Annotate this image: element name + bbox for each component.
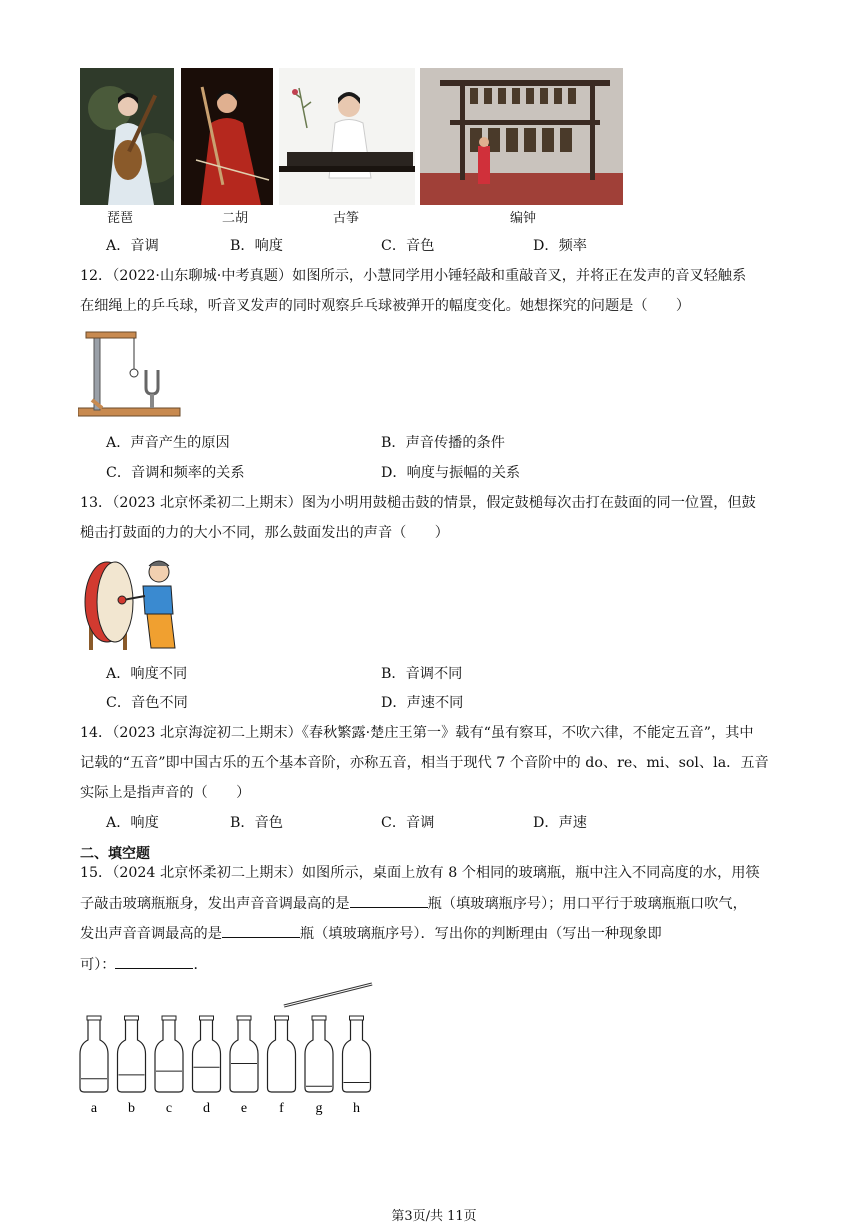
- q15-line2-text-b: 瓶（填玻璃瓶序号）；用口平行于玻璃瓶瓶口吹气，: [427, 896, 747, 912]
- q13-stem-line2: 槌击打鼓面的力的大小不同，那么鼓面发出的声音（ ）: [80, 525, 449, 541]
- q13-stem-line1: 13．（2023 北京怀柔初二上期末）图为小明用鼓槌击鼓的情景，假定鼓槌每次击打在鼓面的同一位置，但鼓: [80, 495, 756, 511]
- q11-option-d: D．频率: [533, 238, 587, 254]
- bottle-g: [305, 1016, 333, 1116]
- q12-option-c: C．音调和频率的关系: [106, 465, 245, 481]
- q15-line3-text-a: 发出声音音调最高的是: [80, 926, 222, 942]
- bottle-h: [343, 1016, 371, 1116]
- q15-stem-line1: 15．（2024 北京怀柔初二上期末）如图所示，桌面上放有 8 个相同的玻璃瓶，瓶中注入不同高度的水，用筷: [80, 865, 760, 881]
- q15-line2-text-a: 子敲击玻璃瓶瓶身，发出声音音调最高的是: [80, 896, 350, 912]
- bottle-e: [230, 1016, 258, 1116]
- q14-stem-line3: 实际上是指声音的（ ）: [80, 785, 251, 801]
- q14-option-d: D．声速: [533, 815, 587, 831]
- q15-line4-text-a: 可）：: [80, 957, 116, 973]
- bottle-label-g: g: [315, 1101, 323, 1116]
- bianzhong-photo: [420, 68, 623, 205]
- answer-blank-2[interactable]: [222, 923, 300, 938]
- bottles-figure: [70, 978, 380, 1120]
- q13-option-d: D．声速不同: [381, 695, 464, 711]
- caption-erhu: 二胡: [222, 211, 249, 226]
- answer-blank-3[interactable]: [115, 954, 193, 969]
- caption-bianzhong: 编钟: [510, 211, 537, 226]
- q12-option-d: D．响度与振幅的关系: [381, 465, 521, 481]
- tuning-fork-figure: [78, 326, 182, 420]
- answer-blank-1[interactable]: [350, 893, 428, 908]
- q15-line4-text-b: ．: [193, 957, 208, 973]
- bottle-label-h: h: [353, 1101, 360, 1116]
- q14-stem-line1: 14．（2023 北京海淀初二上期末）《春秋繁露·楚庄王第一》载有“虽有察耳，不吹六律，不能定五音”，其中: [80, 725, 754, 741]
- bottle-d: [193, 1016, 221, 1116]
- bottle-label-a: a: [90, 1101, 98, 1116]
- q11-option-c: C．音色: [381, 238, 435, 254]
- q12-stem-line2: 在细绳上的乒乓球，听音叉发声的同时观察乒乓球被弹开的幅度变化。她想探究的问题是（ ）: [80, 298, 691, 314]
- q13-option-c: C．音色不同: [106, 695, 188, 711]
- bottle-label-b: b: [128, 1101, 135, 1116]
- bottle-label-e: e: [240, 1101, 248, 1116]
- q13-option-a: A．响度不同: [106, 666, 188, 682]
- pipa-photo: [80, 68, 174, 205]
- q14-option-a: A．响度: [106, 815, 159, 831]
- q14-stem-line2: 记载的“五音”即中国古乐的五个基本音阶，亦称五音，相当于现代 7 个音阶中的 do、re、mi、sol、la．五音: [80, 755, 769, 771]
- q12-option-a: A．声音产生的原因: [106, 435, 230, 451]
- page-footer: 第3页/共 11页: [391, 1209, 477, 1224]
- bottle-label-c: c: [165, 1101, 173, 1116]
- bottle-f: [268, 1016, 296, 1116]
- erhu-photo: [181, 68, 273, 205]
- bottle-label-f: f: [279, 1101, 284, 1116]
- q14-option-b: B．音色: [230, 815, 283, 831]
- q15-stem-line3: [80, 923, 662, 944]
- bottle-b: [118, 1016, 146, 1116]
- q14-option-c: C．音调: [381, 815, 435, 831]
- q15-line3-text-b: 瓶（填玻璃瓶序号）．写出你的判断理由（写出一种现象即: [299, 926, 662, 942]
- caption-pipa: 琵琶: [107, 211, 134, 226]
- q11-option-b: B．响度: [230, 238, 283, 254]
- bottle-a: [80, 1016, 108, 1116]
- guzheng-photo: [279, 68, 415, 205]
- section-heading: 二、填空题: [80, 846, 150, 862]
- bottle-c: [155, 1016, 183, 1116]
- q12-option-b: B．声音传播的条件: [381, 435, 505, 451]
- drum-figure: [79, 552, 179, 652]
- q15-stem-line4: [80, 954, 208, 975]
- bottle-label-d: d: [203, 1101, 210, 1116]
- chopstick-inner: [284, 984, 372, 1006]
- q13-option-b: B．音调不同: [381, 666, 463, 682]
- q15-stem-line2: [80, 893, 747, 914]
- q12-stem-line1: 12．（2022·山东聊城·中考真题）如图所示，小慧同学用小锤轻敲和重敲音叉，并将正在发声的音叉轻触系: [80, 268, 747, 284]
- q11-option-a: A．音调: [106, 238, 159, 254]
- caption-guzheng: 古筝: [333, 211, 360, 226]
